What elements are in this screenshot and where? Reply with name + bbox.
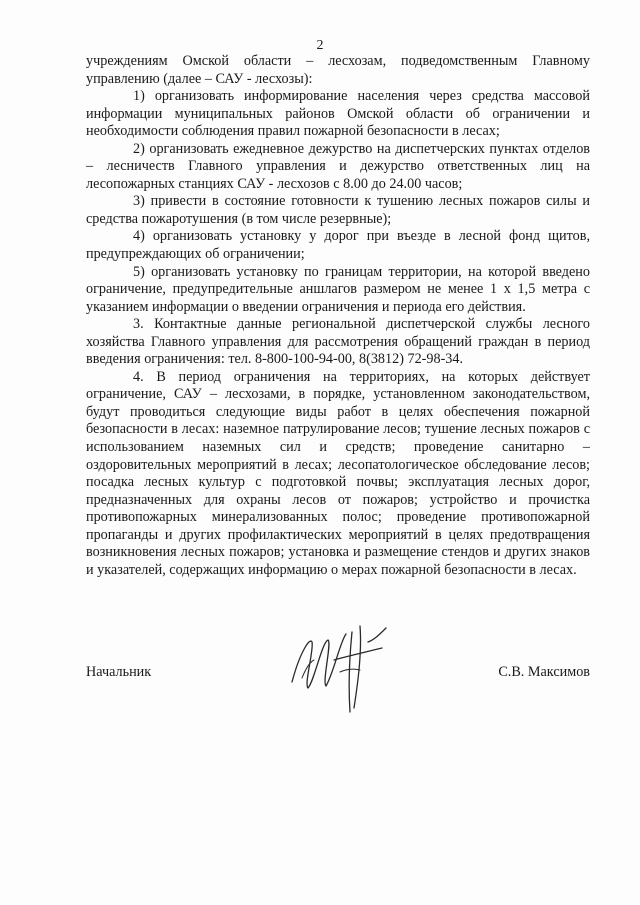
document-body: [86, 53, 590, 579]
paragraph-item-5: 5) организовать установку по границам территории, на которой введено ограничение, предупредительные аншлагов размером не менее 1 х 1,5 метра с указанием информации о введении ограничения и периода его действия.: [86, 263, 590, 315]
signer-name: С.В. Максимов: [498, 664, 590, 680]
paragraph-item-3: 3) привести в состояние готовности к тушению лесных пожаров силы и средства пожаротушения (в том числе резервные);: [86, 193, 590, 227]
paragraph-intro: учреждениям Омской области – лесхозам, подведомственным Главному управлению (далее – САУ - лесхозы):: [86, 53, 590, 87]
handwritten-signature: [282, 612, 392, 722]
paragraph-section-3: 3. Контактные данные региональной диспетчерской службы лесного хозяйства Главного управления для рассмотрения обращений граждан в период введения ограничения: тел. 8-800-100-94-00, 8(3812) 72-98-34.: [86, 316, 590, 368]
paragraph-item-1: 1) организовать информирование населения через средства массовой информации муниципальных районов Омской области об ограничении и необходимости соблюдения правил пожарной безопасности в лесах;: [86, 88, 590, 140]
paragraph-item-4: 4) организовать установку у дорог при въезде в лесной фонд щитов, предупреждающих об ограничении;: [86, 228, 590, 263]
signer-title: Начальник: [86, 664, 152, 680]
paragraph-item-2: 2) организовать ежедневное дежурство на диспетчерских пунктах отделов – лесничеств Главного управления и дежурство ответственных лиц на лесопожарных станциях САУ - лесхозов с 8.00 до 24.00 часов;: [86, 140, 590, 192]
paragraph-section-4: 4. В период ограничения на территориях, на которых действует ограничение, САУ – лесхозами, в порядке, установленном законодательством, будут проводиться следующие виды работ в целях обеспечения пожарной безопасности в лесах: наземное патрулирование лесов; тушение лесных пожаров с использованием наземных сил и средств; проведение санитарно – оздоровительных мероприятий в лесах; лесопатологическое обследование лесов; посадка лесных культур с подготовкой почвы; эксплуатация лесных дорог, предназначенных для охраны лесов от пожаров; устройство и прочистка противопожарных минерализованных полос; проведение противопожарной пропаганды и других профилактических мероприятий в целях предотвращения возникновения лесных пожаров; установка и размещение стендов и других знаков и указателей, содержащих информацию о мерах пожарной безопасности в лесах.: [86, 368, 590, 578]
page-number: 2: [316, 38, 324, 53]
